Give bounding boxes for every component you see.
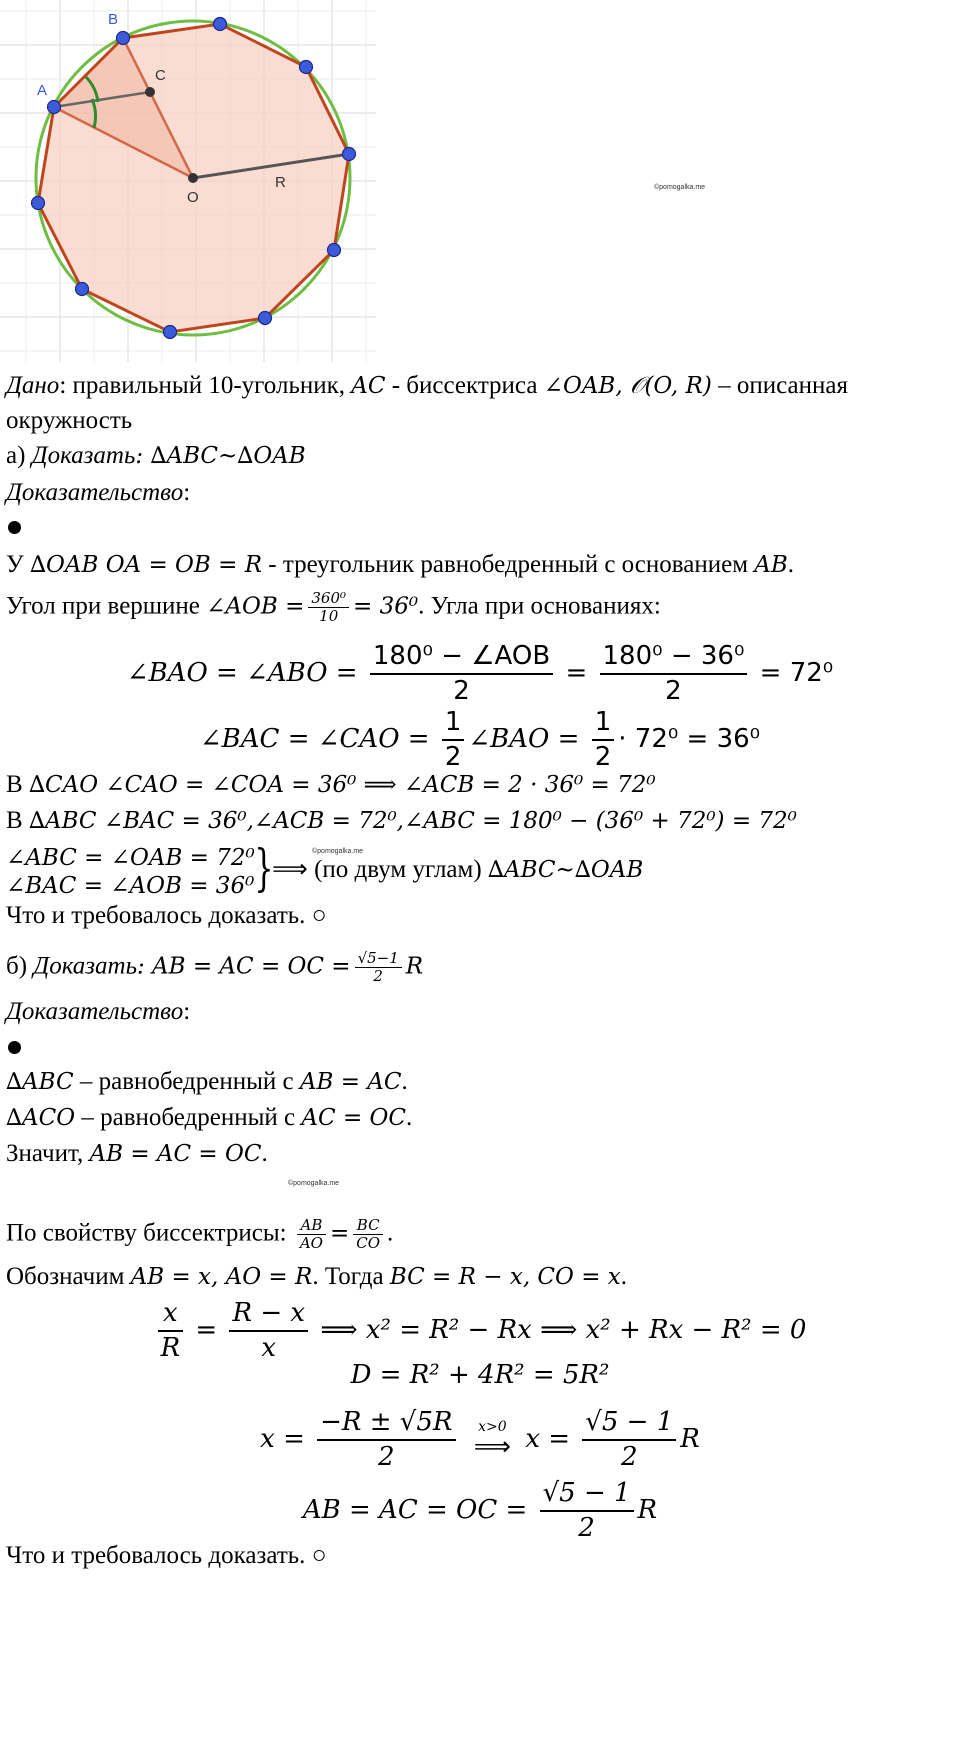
- part-a-proof-label: [6, 478, 190, 508]
- fraction: [355, 950, 402, 986]
- text: – равнобедренный с: [73, 1068, 300, 1095]
- numerator: 180⁰ − ∠AOB: [370, 640, 553, 675]
- conditional-arrow: [474, 1420, 511, 1460]
- denominator: 2: [378, 1441, 395, 1472]
- point-o: [188, 173, 198, 183]
- math: AB = AC = OC: [89, 1141, 262, 1167]
- label-r: R: [275, 174, 286, 191]
- part-b-claim: : AB = AC = OC =: [136, 953, 351, 980]
- text: По свойству биссектрисы:: [6, 1219, 293, 1247]
- system-conclusion: [272, 855, 643, 885]
- numerator: √5−1: [355, 950, 402, 968]
- math: R: [680, 1424, 700, 1454]
- math: ∠BAO =: [468, 724, 580, 754]
- part-a-line-2: [6, 590, 661, 626]
- math: R: [637, 1495, 658, 1525]
- math: AC = OC: [301, 1105, 406, 1131]
- bullet: [8, 521, 21, 534]
- math: x =: [525, 1424, 571, 1454]
- math: = 36⁰: [353, 593, 419, 620]
- numerator: R − x: [229, 1297, 308, 1332]
- part-a-claim: : ∆ABC~∆OAB: [135, 443, 306, 469]
- text: .: [787, 551, 795, 578]
- text: .: [261, 1140, 268, 1167]
- numerator: √5 − 1: [582, 1406, 676, 1441]
- part-a-line-1: [6, 550, 794, 580]
- text: (по двум углам): [307, 856, 488, 883]
- text: В: [6, 771, 29, 798]
- denominator: 2: [444, 741, 462, 772]
- numerator: −R ± √5R: [317, 1406, 455, 1441]
- proof-label: Доказательство: [6, 479, 184, 506]
- prove-label: Доказать: [33, 952, 137, 980]
- math: ∠AOB =: [206, 593, 305, 620]
- proof-label: Доказательство: [6, 998, 184, 1025]
- numerator: √5 − 1: [540, 1477, 634, 1512]
- text: . Угла при основаниях:: [418, 592, 661, 620]
- denominator: x: [261, 1332, 277, 1363]
- math: ∆OAB OA = OB = R: [29, 552, 263, 578]
- part-a-statement: [6, 441, 306, 471]
- part-b-proof-label: [6, 997, 190, 1027]
- fraction: [229, 1297, 308, 1364]
- text: . Тогда: [312, 1263, 390, 1290]
- equation-bisector-angles: [0, 706, 960, 773]
- math: R: [405, 953, 424, 980]
- fraction: [317, 1406, 455, 1473]
- given-angle: ∠OAB, 𝒪(O, R): [543, 373, 712, 399]
- text: - треугольник равнобедренный с основанием: [262, 551, 755, 578]
- math: ∆ABC ∠BAC = 36⁰,∠ACB = 72⁰,∠ABC = 180⁰ − (36⁰ + 72⁰) = 72⁰: [28, 808, 797, 834]
- part-b-line-3: [6, 1139, 268, 1169]
- fraction: [308, 590, 349, 626]
- equation-discriminant: [0, 1360, 960, 1390]
- part-a-qed: Что и требовалось доказать. ○: [6, 902, 327, 929]
- given-text-2: - биссектриса: [385, 372, 544, 399]
- denominator: R: [160, 1332, 181, 1363]
- text: .: [405, 1104, 413, 1131]
- point-c: [145, 87, 155, 97]
- given-text: : правильный 10-угольник,: [59, 372, 352, 399]
- numerator: 180⁰ − 36⁰: [600, 640, 748, 675]
- implies-arrow: ⟹: [473, 1431, 512, 1462]
- text: .: [387, 1219, 394, 1247]
- angle-system: [6, 844, 255, 900]
- given-text-3: – описанная: [711, 372, 848, 399]
- part-b-line-2: [6, 1103, 412, 1133]
- text: Угол при вершине: [6, 592, 207, 620]
- denominator: CO: [356, 1234, 381, 1253]
- part-b-line-4: [6, 1217, 393, 1253]
- math: ⟹ x² = R² − Rx ⟹ x² + Rx − R² = 0: [320, 1315, 807, 1345]
- fraction: [297, 1217, 326, 1253]
- text: .: [620, 1263, 628, 1290]
- math: AB = AC = OC =: [302, 1495, 528, 1525]
- given-ac: AC: [351, 373, 386, 399]
- system-line-2: ∠BAC = ∠AOB = 36⁰: [6, 873, 255, 899]
- fraction: [442, 706, 465, 773]
- fraction: [353, 1217, 383, 1253]
- math: ∆CAO ∠CAO = ∠COA = 36⁰ ⟹ ∠ACB = 2 · 36⁰ = 72⁰: [28, 772, 656, 798]
- math: =: [329, 1220, 350, 1247]
- part-b-line-1: [6, 1067, 408, 1097]
- denominator: 2: [453, 675, 470, 706]
- prove-label: Доказать: [31, 442, 136, 469]
- math: ∠BAC = ∠CAO =: [199, 724, 430, 754]
- math: D = R² + 4R² = 5R²: [350, 1360, 610, 1390]
- denominator: 2: [578, 1512, 595, 1543]
- fraction: [582, 1406, 676, 1473]
- math: ∆ACO: [6, 1105, 76, 1131]
- label-o: O: [187, 189, 199, 206]
- part-a-line-4: [6, 806, 797, 836]
- math: BC = R − x, CO = x: [389, 1264, 621, 1290]
- denominator: 2: [621, 1441, 638, 1472]
- math: · 72⁰ = 36⁰: [618, 724, 761, 754]
- given-line-2: окружность: [6, 407, 133, 434]
- fraction: [158, 1297, 184, 1364]
- math: AB = AC: [299, 1069, 402, 1095]
- math: x =: [260, 1424, 305, 1454]
- denominator: 10: [319, 607, 339, 626]
- denominator: 2: [373, 967, 383, 986]
- watermark-1: ©pomogalka.me: [654, 184, 706, 191]
- part-b-qed: Что и требовалось доказать. ○: [6, 1542, 327, 1569]
- part-a-prefix: а): [6, 442, 32, 469]
- fraction: [600, 640, 748, 707]
- denominator: AO: [299, 1234, 323, 1253]
- watermark-2: ©pomogalka.me: [312, 848, 364, 855]
- text: В: [6, 807, 29, 834]
- part-b-statement: [6, 950, 423, 986]
- denominator: 2: [665, 675, 682, 706]
- math: ∆ABC~∆OAB: [487, 857, 644, 883]
- math: ∠BAO = ∠ABO =: [126, 658, 358, 688]
- text: У: [6, 551, 30, 578]
- part-b-line-5: [6, 1262, 627, 1292]
- watermark-3: ©pomogalka.me: [288, 1180, 340, 1187]
- label-a: A: [37, 82, 48, 99]
- math: AB = x, AO = R: [130, 1264, 313, 1290]
- math: ∆ABC: [6, 1069, 74, 1095]
- equation-roots: [0, 1406, 960, 1473]
- denominator: 2: [594, 741, 612, 772]
- text: Значит,: [6, 1140, 90, 1167]
- math: =: [195, 1315, 218, 1345]
- proof-colon: :: [183, 998, 191, 1025]
- numerator: x: [158, 1297, 184, 1332]
- equation-base-angles: [0, 640, 960, 707]
- fraction: [540, 1477, 634, 1544]
- math: = 72⁰: [759, 658, 834, 688]
- math: =: [565, 658, 588, 688]
- numerator: 1: [442, 706, 465, 741]
- fraction: [592, 706, 615, 773]
- fraction: [370, 640, 553, 707]
- equation-proportion: [0, 1297, 960, 1364]
- part-b-prefix: б): [6, 952, 34, 980]
- label-c: C: [155, 67, 166, 84]
- bullet: [8, 1041, 21, 1054]
- given-label: Дано: [6, 372, 60, 399]
- part-a-line-3: [6, 770, 656, 800]
- system-line-1: ∠ABC = ∠OAB = 72⁰: [6, 845, 255, 871]
- numerator: BC: [353, 1217, 383, 1235]
- label-b: B: [108, 11, 119, 28]
- system-brace: }: [254, 839, 274, 897]
- text: .: [401, 1068, 408, 1095]
- text: Обозначим: [6, 1263, 131, 1290]
- numerator: 1: [592, 706, 615, 741]
- given-line-1: [6, 371, 848, 401]
- math: AB: [754, 552, 788, 578]
- equation-result: [0, 1477, 960, 1544]
- implies-arrow: ⟹: [272, 856, 308, 883]
- numerator: AB: [297, 1217, 326, 1235]
- condition: x>0: [478, 1418, 507, 1435]
- text: – равнобедренный с: [75, 1104, 302, 1131]
- proof-colon: :: [183, 479, 191, 506]
- decagon-figure: [0, 0, 380, 365]
- numerator: 360⁰: [308, 590, 349, 608]
